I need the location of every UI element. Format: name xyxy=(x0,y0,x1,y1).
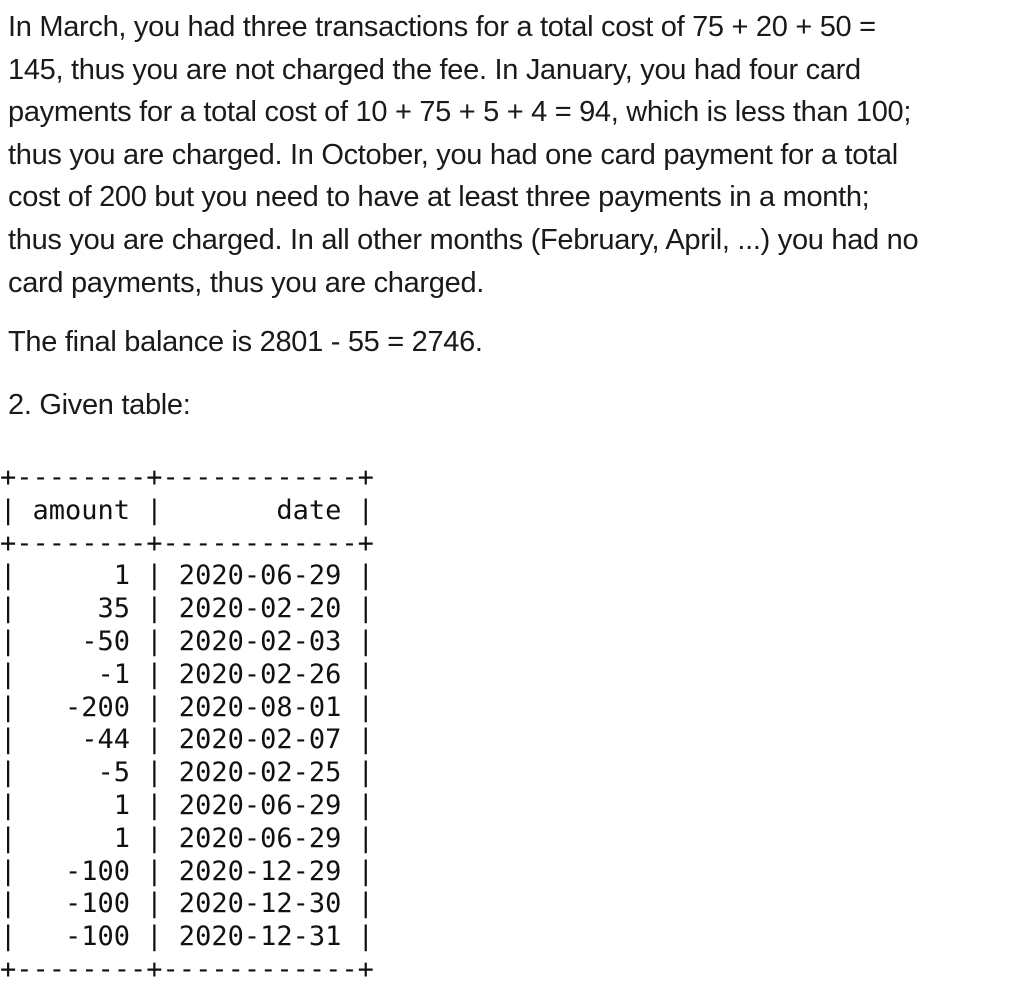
table-row: | -5 | 2020-02-25 | xyxy=(0,757,374,789)
fee-explanation-paragraph xyxy=(8,6,1008,304)
ascii-table xyxy=(0,462,374,987)
table-row: | 1 | 2020-06-29 | xyxy=(0,560,374,592)
table-row: | -100 | 2020-12-31 | xyxy=(0,921,374,953)
table-border-top: +--------+------------+ xyxy=(0,462,374,493)
table-row: | -1 | 2020-02-26 | xyxy=(0,658,374,690)
paragraph-line: payments for a total cost of 10 + 75 + 5 + 4 = 94, which is less than 100; xyxy=(8,96,912,129)
given-table-heading: 2. Given table: xyxy=(8,388,191,421)
paragraph-line: In March, you had three transactions for a total cost of 75 + 20 + 50 = xyxy=(8,11,876,43)
table-row: | 35 | 2020-02-20 | xyxy=(0,593,374,625)
paragraph-line: cost of 200 but you need to have at least three payments in a month; xyxy=(8,181,870,214)
table-header-row: | amount | date | xyxy=(0,494,374,526)
document-body xyxy=(8,6,1008,426)
table-row: | -200 | 2020-08-01 | xyxy=(0,691,374,723)
table-row: | -44 | 2020-02-07 | xyxy=(0,724,374,756)
table-row: | -100 | 2020-12-29 | xyxy=(0,855,374,887)
paragraph-line: thus you are charged. In all other months (February, April, ...) you had no xyxy=(8,223,919,256)
paragraph-line: 145, thus you are not charged the fee. In January, you had four card xyxy=(8,53,861,86)
table-border-bottom: +--------+------------+ xyxy=(0,953,374,985)
paragraph-line: thus you are charged. In October, you had one card payment for a total xyxy=(8,138,898,171)
table-row: | -50 | 2020-02-03 | xyxy=(0,625,374,657)
table-row: | 1 | 2020-06-29 | xyxy=(0,789,374,821)
paragraph-line: card payments, thus you are charged. xyxy=(8,266,485,299)
final-balance-text: The final balance is 2801 - 55 = 2746. xyxy=(8,326,483,359)
table-header-divider: +--------+------------+ xyxy=(0,527,374,559)
table-row: | 1 | 2020-06-29 | xyxy=(0,822,374,854)
table-row: | -100 | 2020-12-30 | xyxy=(0,888,374,920)
